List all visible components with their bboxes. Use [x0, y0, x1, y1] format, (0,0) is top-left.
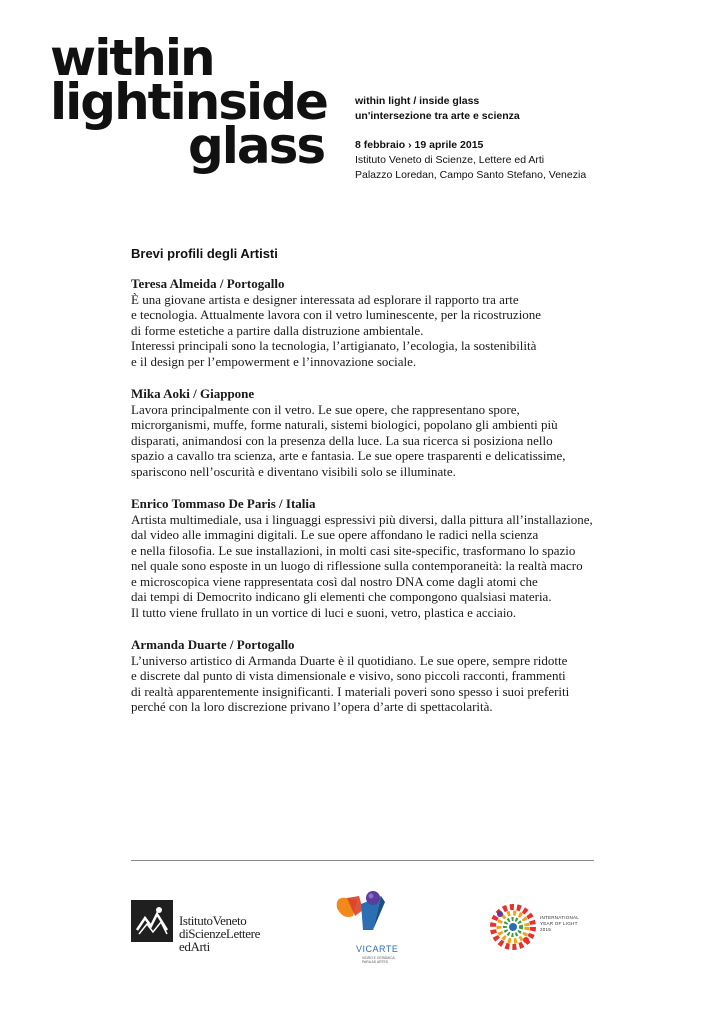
year-of-light-sun-icon: [488, 902, 538, 952]
ivs-name-line: edArti: [179, 939, 210, 954]
bio-line: e discrete dal punto di vista dimensionale e visivo, sono piccoli racconti, frammenti: [131, 668, 566, 683]
bio-line: Interessi principali sono la tecnologia, l’artigianato, l’ecologia, la sostenibilità: [131, 338, 537, 353]
bio-line: di forme estetiche a partire dalla distruzione ambientale.: [131, 322, 424, 338]
bio-line: Artista multimediale, usa i linguaggi espressivi più diversi, dalla pittura all’installazione,: [131, 511, 593, 527]
venue-name: Istituto Veneto di Scienze, Lettere ed Arti: [355, 154, 545, 166]
istituto-veneto-mark-icon: [131, 900, 173, 942]
artist-profile: [131, 386, 601, 479]
bio-line: dal video alle immagini digitali. Le sue opere affondano le radici nella scienza: [131, 527, 539, 542]
exhibition-subtitle: within light / inside glass: [355, 95, 480, 107]
artist-list: [131, 276, 601, 732]
bio-line: spariscono nell’oscurità e diventano visibili solo se illuminate.: [131, 463, 456, 479]
exhibition-logo-title: [50, 29, 327, 175]
artist-profile: [131, 637, 601, 715]
venue-address: Palazzo Loredan, Campo Santo Stefano, Venezia: [355, 169, 587, 181]
exhibition-tagline: un'intersezione tra arte e scienza: [355, 110, 520, 122]
bio-line: nel quale sono esposte in un luogo di riflessione sulla contemporaneità: la realtà macro: [131, 558, 583, 573]
artist-bio: [131, 512, 601, 621]
bio-line: disparati, animandosi con la presenza della luce. La sua ricerca si posiziona nello: [131, 432, 553, 448]
bio-line: L’universo artistico di Armanda Duarte è il quotidiano. Le sue opere, sempre ridotte: [131, 652, 568, 668]
year-of-light-name: [540, 915, 579, 933]
artist-bio: [131, 653, 601, 715]
bio-line: Il tutto viene frullato in un vortice di luci e suoni, vetro, plastica e acciaio.: [131, 604, 517, 620]
istituto-veneto-name: [179, 914, 260, 953]
bio-line: e nella filosofia. Le sue installazioni, in molti casi site-specific, trasformano lo spazio: [131, 542, 576, 558]
vicarte-subtitle-line: PARA AS ARTES: [362, 960, 389, 964]
bio-line: Lavora principalmente con il vetro. Le sue opere, che rappresentano spore,: [131, 401, 520, 417]
artist-name: Enrico Tommaso De Paris / Italia: [131, 496, 316, 511]
title-line: within: [50, 29, 214, 87]
artist-profile: [131, 496, 601, 620]
iyl-line: 2015: [540, 927, 552, 932]
footer-divider: [131, 860, 594, 861]
artist-bio: [131, 402, 601, 480]
artist-name: Mika Aoki / Giappone: [131, 386, 255, 401]
vicarte-subtitle: [362, 956, 395, 964]
iyl-line: INTERNATIONAL: [540, 915, 580, 920]
artist-name: Teresa Almeida / Portogallo: [131, 276, 285, 291]
ivs-name-line: IstitutoVeneto: [179, 913, 247, 928]
bio-line: perché con la loro discrezione privano l’opera d’arte di spettacolarità.: [131, 699, 493, 714]
exhibition-info: [355, 94, 586, 183]
bio-line: di realtà apparentemente insignificanti. I materiali poveri sono spesso i suoi preferiti: [131, 683, 570, 699]
bio-line: spazio a cavallo tra scienza, arte e fantasia. Le sue opere trasparenti e delicatissime,: [131, 448, 566, 463]
artist-bio: [131, 292, 601, 370]
bio-line: microrganismi, muffe, forme naturali, sistemi biologici, popolano gli ambienti più: [131, 417, 558, 432]
bio-line: dai tempi di Democrito indicano gli elementi che compongono qualsiasi materia.: [131, 589, 552, 604]
section-title: Brevi profili degli Artisti: [131, 246, 278, 261]
artist-name: Armanda Duarte / Portogallo: [131, 637, 295, 652]
artist-profile: [131, 276, 601, 369]
bio-line: e tecnologia. Attualmente lavora con il vetro luminescente, per la ricostruzione: [131, 307, 542, 322]
vicarte-name: VICARTE: [356, 944, 399, 954]
ivs-name-line: diScienzeLettere: [179, 926, 260, 941]
iyl-line: YEAR OF LIGHT: [540, 921, 578, 926]
exhibition-dates: 8 febbraio › 19 aprile 2015: [355, 139, 484, 151]
vicarte-mark-icon: [333, 886, 403, 944]
year-of-light-logo: [488, 902, 598, 952]
vicarte-subtitle-line: VIDRO E CERÂMICA: [362, 956, 395, 960]
vicarte-logo: [333, 886, 403, 971]
bio-line: È una giovane artista e designer interessata ad esplorare il rapporto tra arte: [131, 291, 519, 307]
title-line: lightinside: [50, 73, 327, 131]
bio-line: e il design per l’empowerment e l’innovazione sociale.: [131, 353, 417, 369]
title-line: glass: [188, 117, 325, 175]
bio-line: e microscopica viene rappresentata così dal nostro DNA come dagli atomi che: [131, 573, 538, 589]
